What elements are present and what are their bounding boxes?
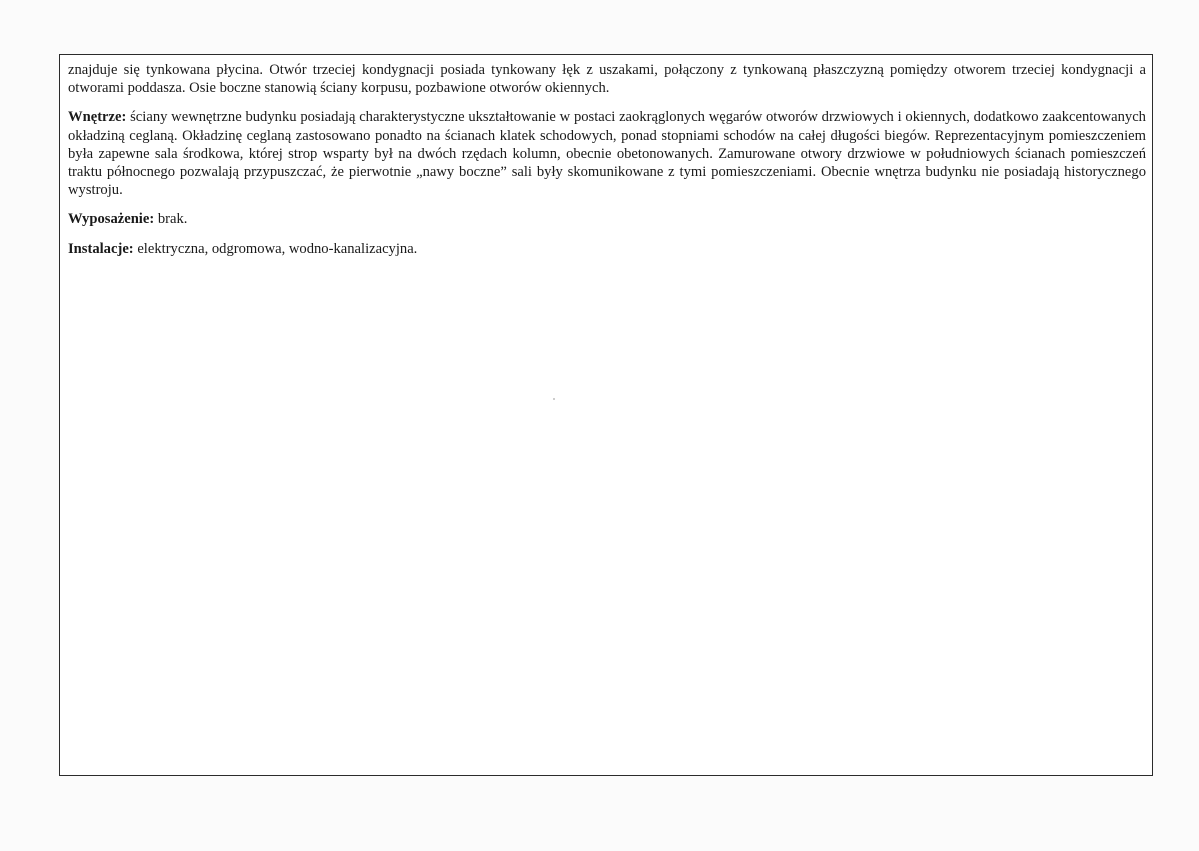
- section-equipment: [68, 210, 1146, 228]
- section-equipment-label: Wyposażenie:: [68, 211, 155, 228]
- section-interior: [68, 108, 1146, 199]
- section-interior-text: ściany wewnętrzne budynku posiadają charakterystyczne ukształtowanie w postaci zaokrąglonych węgarów otworów drzwiowych i okiennych, dodatkowo zaakcentowanych okładziną ceglaną. Okładzinę ceglaną zastosowano ponadto na ścianach klatek schodowych, ponad stopniami schodów na całej długości biegów. Reprezentacyjnym pomieszczeniem była zapewne sala środkowa, której strop wsparty był na dwóch rzędach kolumn, obecnie obetonowanych. Zamurowane otwory drzwiowe w południowych ścianach pomieszczeń traktu północnego pozwalają przypuszczać, że pierwotnie „nawy boczne” sali były skomunikowane z tymi pomieszczeniami. Obecnie wnętrza budynku nie posiadają historycznego wystroju.: [68, 109, 1146, 199]
- section-installations-label: Instalacje:: [68, 240, 134, 257]
- section-equipment-text: brak.: [157, 211, 188, 228]
- intro-text: znajduje się tynkowana płycina. Otwór trzeciej kondygnacji posiada tynkowany łęk z uszakami, połączony z tynkowaną płaszczyzną pomiędzy otworem trzeciej kondygnacji a otworami poddasza. Osie boczne stanowią ściany korpusu, pozbawione otworów okiennych.: [68, 62, 1146, 97]
- intro-paragraph: [68, 61, 1146, 97]
- document-body: [68, 61, 1146, 269]
- scan-speck: [553, 398, 555, 400]
- section-installations: [68, 240, 1146, 258]
- section-interior-label: Wnętrze:: [68, 109, 127, 126]
- document-frame: [59, 54, 1153, 776]
- section-installations-text: elektryczna, odgromowa, wodno-kanalizacyjna.: [137, 240, 418, 257]
